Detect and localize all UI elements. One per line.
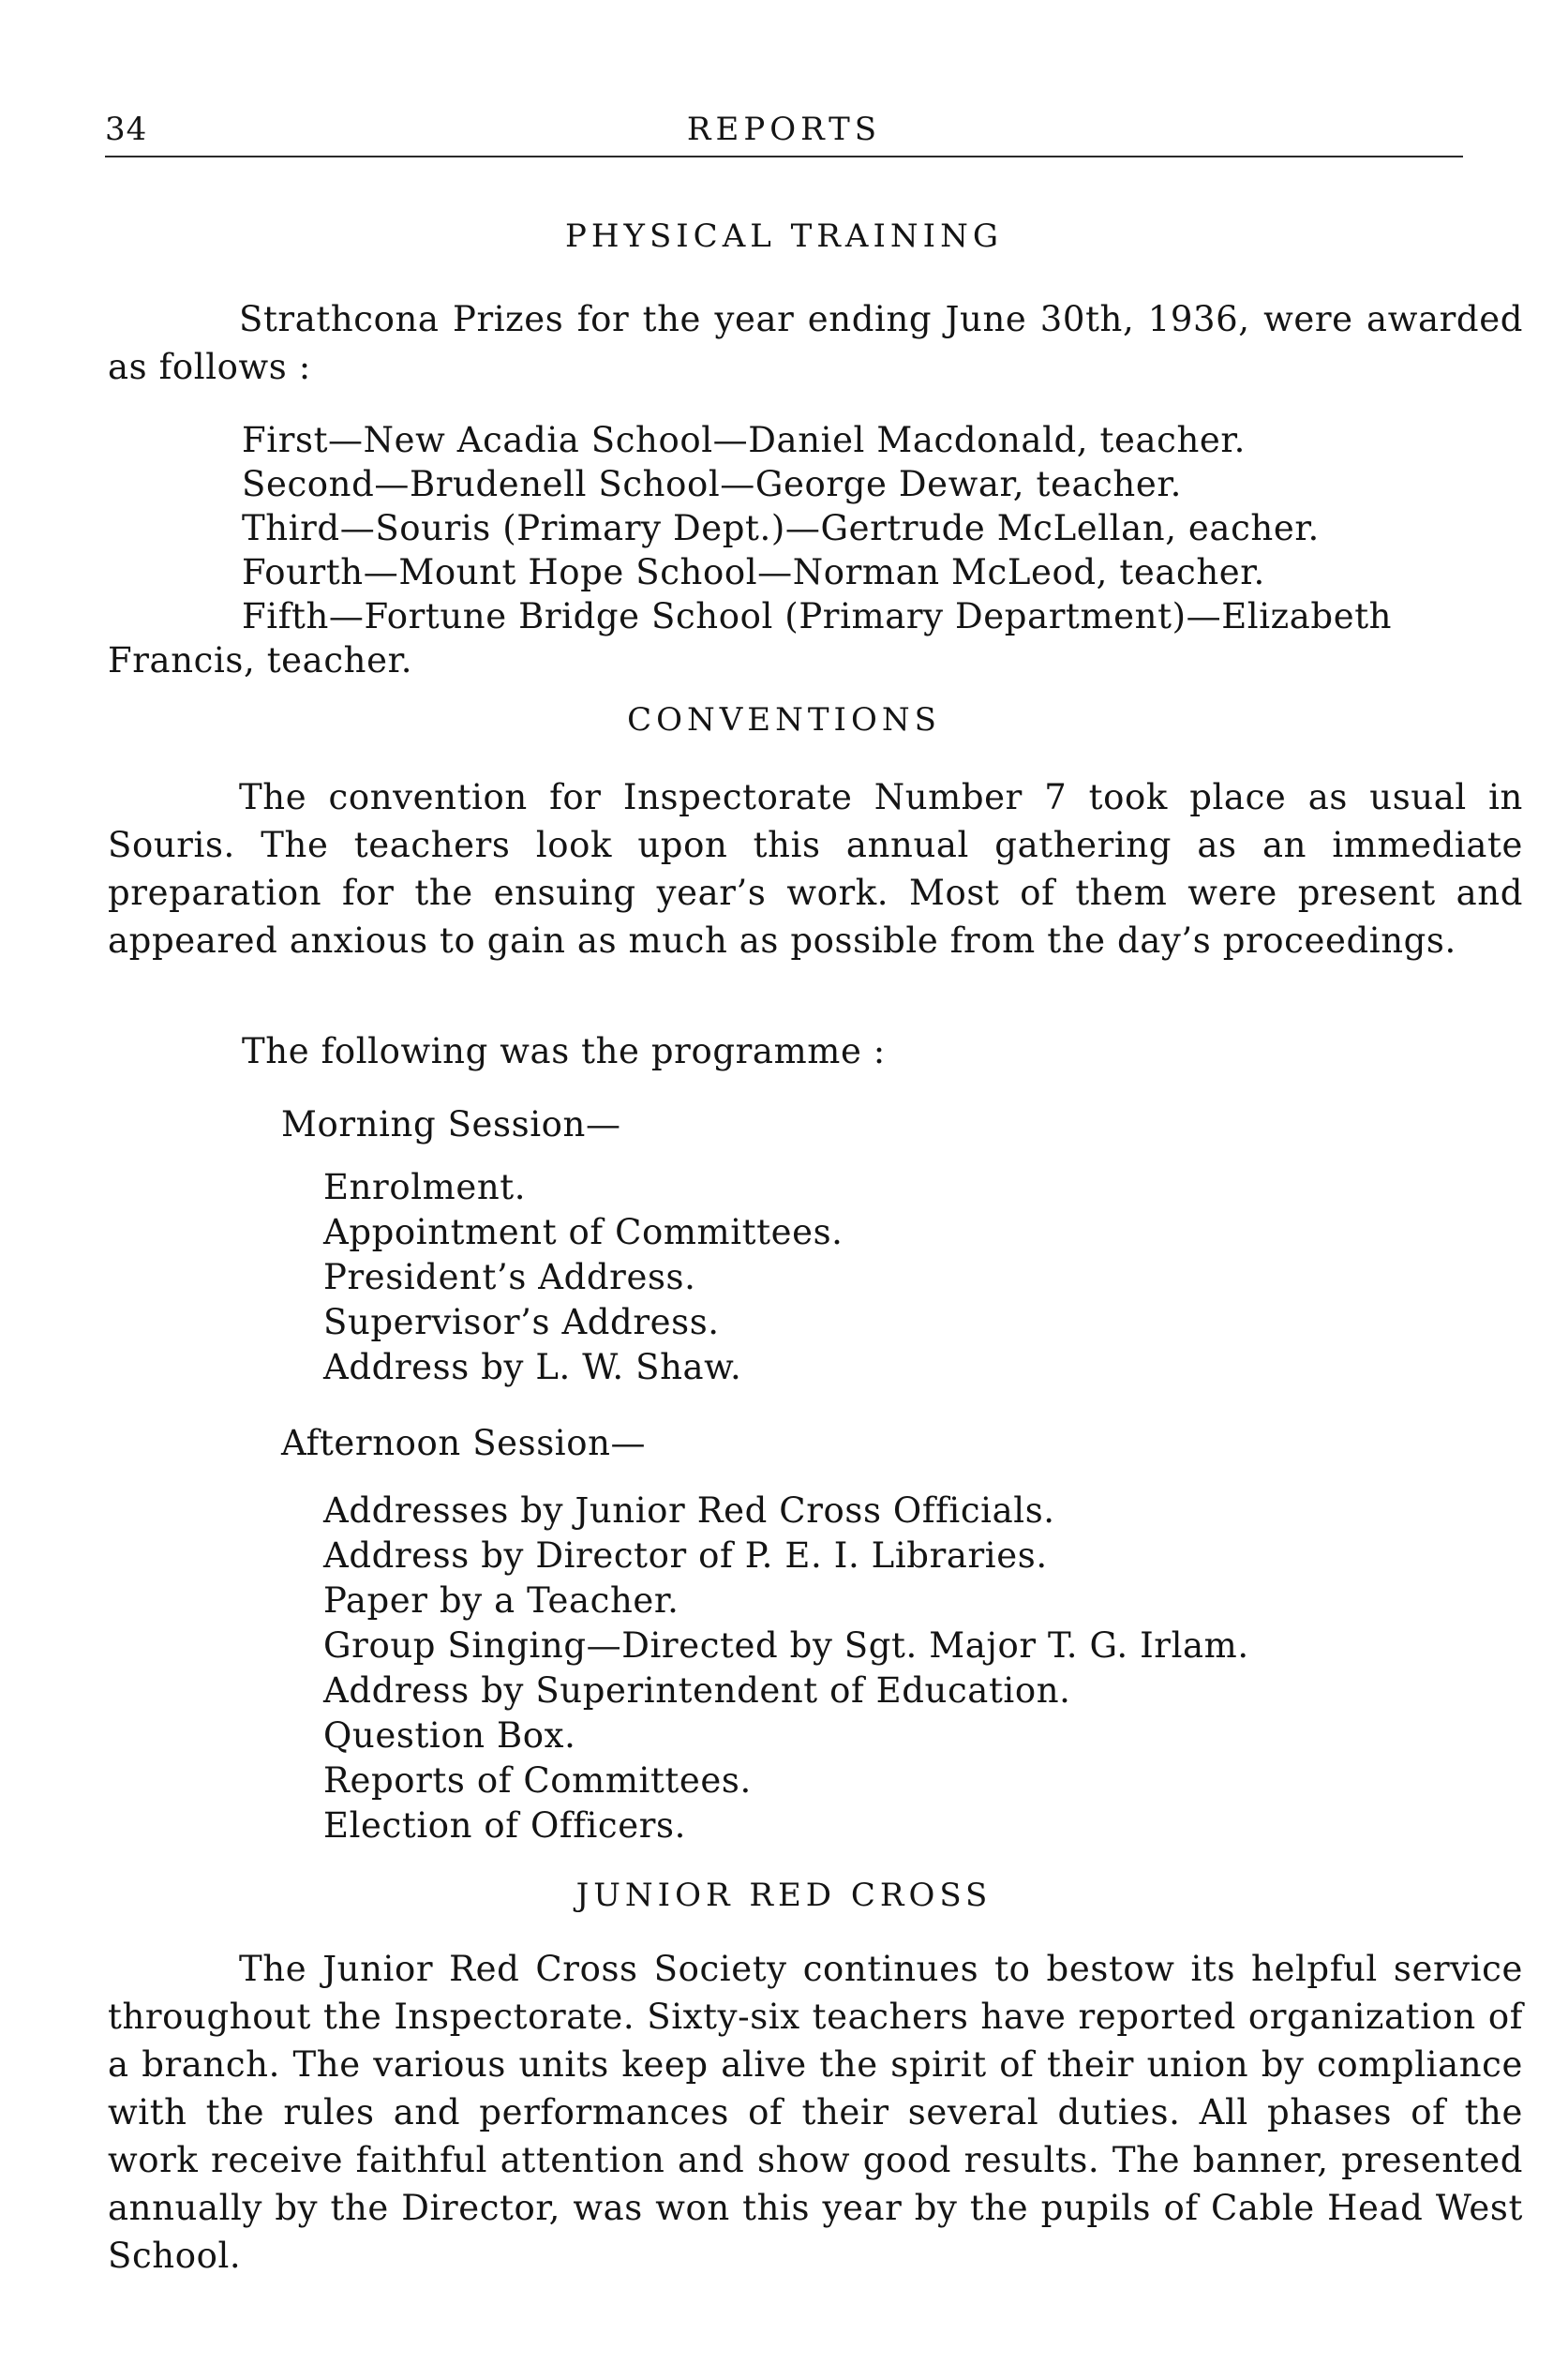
morning-session-heading: Morning Session— [281, 1104, 621, 1145]
prize-line-continuation: Francis, teacher. [108, 640, 413, 681]
conventions-paragraph: The convention for Inspectorate Number 7 took place as usual in Souris. The teachers look upon this annual gathering as an immediate preparation for the ensuing year’s work. Most of them were present and appeared anxious to gain as much as possible from the day’s proceedings. [108, 777, 1523, 961]
programme-item: President’s Address. [323, 1257, 696, 1297]
page-number: 34 [105, 111, 148, 148]
conventions-heading: CONVENTIONS [627, 701, 941, 739]
running-head [105, 111, 1463, 148]
programme-item: Appointment of Committees. [323, 1212, 844, 1252]
prize-line: Second—Brudenell School—George Dewar, teacher. [242, 464, 1182, 504]
programme-item: Address by Director of P. E. I. Libraries. [323, 1535, 1048, 1576]
programme-item: Reports of Committees. [323, 1760, 752, 1801]
header-rule [105, 156, 1463, 157]
junior-red-cross-paragraph: The Junior Red Cross Society continues to bestow its helpful service throughout the Inspectorate. Sixty-six teachers have reported organization of a branch. The various units keep alive the spirit of their union by compliance with the rules and performances of their several duties. All phases of the work receive faithful attention and show good results. The banner, presented annually by the Director, was won this year by the pupils of Cable Head West School. [108, 1949, 1523, 2276]
junior-red-cross-heading: JUNIOR RED CROSS [575, 1877, 993, 1914]
programme-item: Election of Officers. [323, 1805, 686, 1846]
programme-intro: The following was the programme : [242, 1031, 886, 1071]
afternoon-session-heading: Afternoon Session— [281, 1423, 647, 1463]
programme-item: Address by L. W. Shaw. [323, 1347, 742, 1387]
prize-line: Fifth—Fortune Bridge School (Primary Department)—Elizabeth [242, 596, 1393, 636]
prize-line: First—New Acadia School—Daniel Macdonald, teacher. [242, 420, 1246, 460]
prize-line: Fourth—Mount Hope School—Norman McLeod, teacher. [242, 552, 1265, 592]
programme-item: Address by Superintendent of Education. [323, 1670, 1071, 1711]
programme-item: Paper by a Teacher. [323, 1580, 679, 1621]
programme-item: Supervisor’s Address. [323, 1302, 720, 1342]
prize-line: Third—Souris (Primary Dept.)—Gertrude McLellan, eacher. [242, 508, 1320, 548]
programme-item: Question Box. [323, 1715, 576, 1756]
physical-training-intro: Strathcona Prizes for the year ending June 30th, 1936, were awarded as follows : [108, 299, 1523, 387]
physical-training-heading: PHYSICAL TRAINING [564, 217, 1003, 255]
programme-item: Group Singing—Directed by Sgt. Major T. G. Irlam. [323, 1625, 1249, 1666]
programme-item: Addresses by Junior Red Cross Officials. [323, 1490, 1055, 1531]
running-title: REPORTS [686, 111, 882, 148]
programme-item: Enrolment. [323, 1167, 527, 1207]
